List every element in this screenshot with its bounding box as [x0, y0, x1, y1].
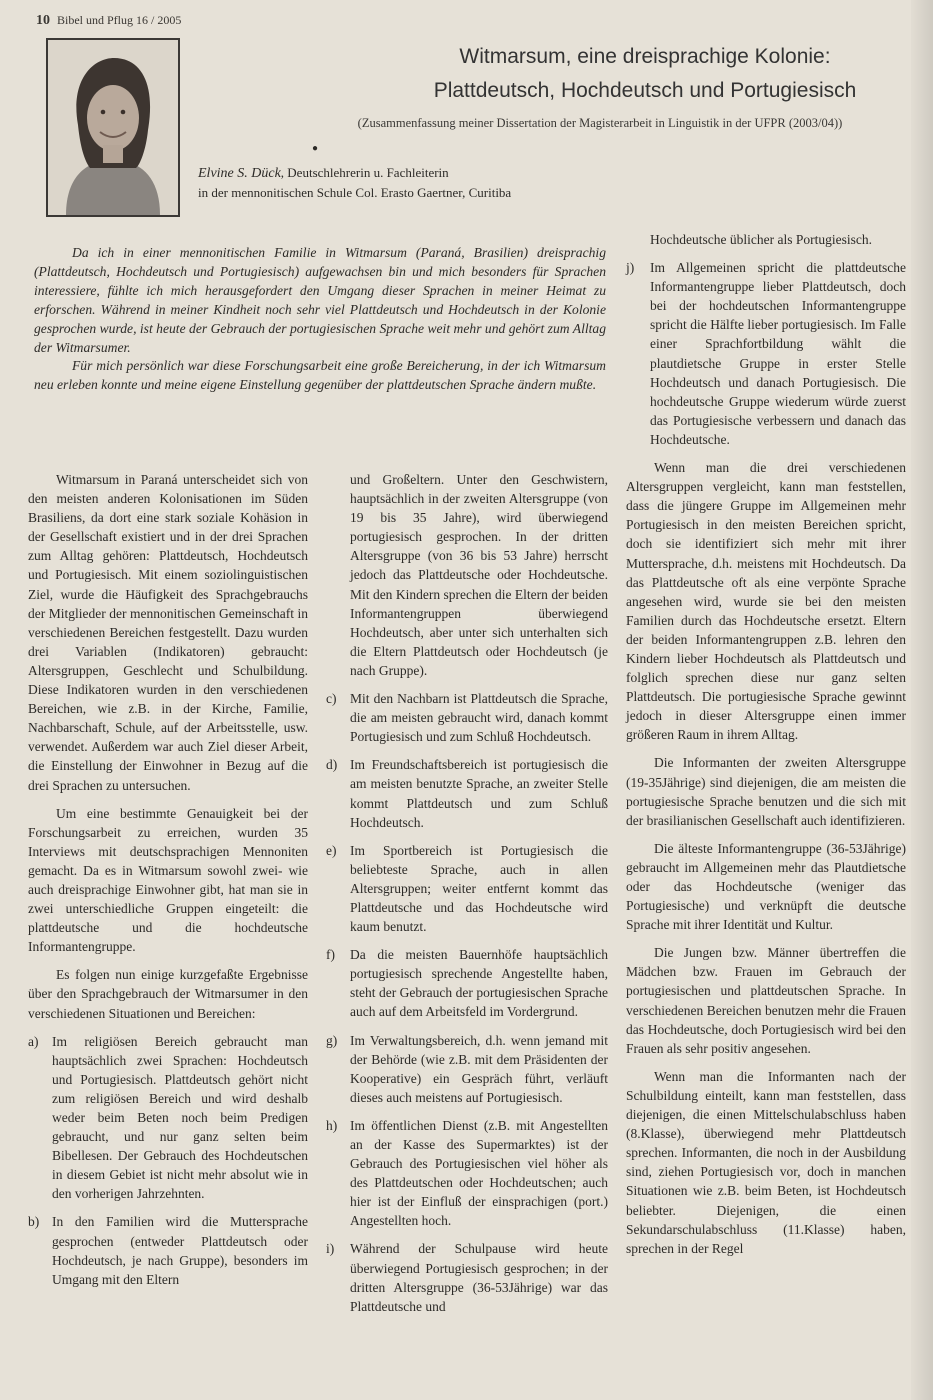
list-label: a) [28, 1033, 39, 1049]
abstract [34, 244, 606, 395]
list-text: Mit den Nachbarn ist Plattdeutsch die Sprache, die am meisten gebraucht wird, danach kommt Portugiesisch und zum Schluß Hochdeutsch. [350, 691, 608, 745]
list-text: Im religiösen Bereich gebraucht man hauptsächlich zwei Sprachen: Hochdeutsch und Portugiesisch. Plattdeutsch gehört nicht zum religiösen Bereich und wird deshalb weder beim Beten noch beim Predigen gebraucht, und nur ganz selten beim Bibellesen. Der Gebrauch des Hochdeutschen in diesem Gebiet ist nicht mehr absolut wie in den vorherigen Jahrzehnten. [52, 1033, 308, 1202]
list-item [326, 945, 608, 1021]
author-block [198, 163, 618, 202]
list-text: Im Verwaltungsbereich, d.h. wenn jemand mit der Behörde (wie z.B. mit dem Präsidenten der Kooperative) ein Gespräch führt, verläuft dieses auch meistens auf Portugiesisch. [350, 1032, 608, 1105]
list-item [326, 1031, 608, 1107]
column-3 [626, 230, 906, 1267]
list-item [28, 1212, 308, 1288]
body-paragraph: Es folgen nun einige kurzgefaßte Ergebnisse über den Sprachgebrauch der Witmarsumer in den verschiedenen Situationen und Bereichen: [28, 967, 308, 1021]
body-paragraph: Witmarsum in Paraná unterscheidet sich von den meisten anderen Kolonisationen im Süden Brasiliens, da dort eine stark soziale Kohäsion in der Gesellschaft existiert und in der drei Sprachen zum Alltag gehören: Plattdeutsch, Hochdeutsch und Portugiesisch. Mit einem soziolinguistischen Ziel, wurde die Häufigkeit des Sprachgebrauchs der Mitglieder der mennonitischen Gemeinschaft in verschiedenen Bereichen festgestellt. Dazu wurden drei Variablen (Indikatoren) gebraucht: Altersgruppen, Geschlecht und Schulbildung. Diese Indikatoren wurden in den verschiedenen Bereichen, wie z.B. in der Kirche, Familie, Nachbarschaft, Schule, auf der Arbeitsstelle, usw. verwendet. Außerdem war auch Ziel dieser Arbeit, die Einstellung der Einwohner in Bezug auf die drei Sprachen zu untersuchen. [28, 472, 308, 793]
list-item [626, 258, 906, 449]
list-item [326, 841, 608, 936]
portrait-image [48, 40, 178, 215]
list-label: i) [326, 1241, 335, 1257]
column-1 [28, 470, 308, 1298]
list-text: Im öffentlichen Dienst (z.B. mit Angestellten an der Kasse des Supermarktes) ist der Gebrauch des Portugiesischen viel höher als des Plattdeutschen oder Hochdeutschen; auch hier ist der Einfluß der einsprachigen (port.) Angestellten hoch. [350, 1117, 608, 1229]
list-text: Im Allgemeinen spricht die plattdeutsche Informantengruppe lieber Plattdeutsch, doch bei der hochdeutschen Informantengruppe spricht die Hälfte lieber portugiesisch. Im Falle einer Sprachfortbildung wählt die plautdietsche Gruppe in erster Stelle Hochdeutsch und danach Portugiesisch. Die hochdeutsche Gruppe wiederum würde zuerst das Portugiesische verbessern und danach das Hochdeutsche. [650, 260, 906, 447]
list-label: j) [626, 260, 635, 276]
list-text: Während der Schulpause wird heute überwiegend Portugiesisch gesprochen; in der dritten Altersgruppe (36-53Jährige) war das Plattdeutsche und [350, 1241, 608, 1314]
list-label: h) [326, 1117, 338, 1133]
journal-name: Bibel und Pflug 16 / 2005 [57, 13, 182, 27]
author-role: , Deutschlehrerin u. Fachleiterin [280, 165, 449, 180]
body-paragraph: Die Jungen bzw. Männer übertreffen die Mädchen bzw. Frauen im Gebrauch der portugiesischen und plattdeutschen Sprache. In verschiedenen Bereichen benutzen mehr die Frauen das Hochdeutsche, doch Portugiesisch wird bei den Frauen als sehr positiv angesehen. [626, 945, 906, 1056]
body-paragraph: Wenn man die drei verschiedenen Altersgruppen vergleicht, kann man feststellen, dass die jüngere Gruppe im Allgemeinen mehr Portugiesisch in den meisten Bereichen spricht, doch sie identifiziert sich mehr mit ihrer Muttersprache, d.h. meistens mit Hochdeutsch. Da das Plattdeutsche oft als eine verpönte Sprache angesehen wird, wurde sie bei den meisten Familien durch das Hochdeutsche ersetzt. Eltern der beiden Informantengruppen z.B. lehren den Kindern lieber Hochdeutsch als Plattdeutsch und folglich sprechen diese nur ganz selten Plattdeutsch. Die portugiesische Sprache gewinnt jedoch in dieser Altersgruppe einen immer größeren Raum in ihrem Alltag. [626, 460, 906, 743]
title-line-2: Plattdeutsch, Hochdeutsch und Portugiesisch [433, 79, 857, 102]
list-item [326, 755, 608, 831]
author-name: Elvine S. Dück [198, 166, 281, 181]
list-item [326, 689, 608, 746]
list-label: d) [326, 757, 338, 773]
column-2 [326, 470, 608, 1325]
body-paragraph: Die Informanten der zweiten Altersgruppe (19-35Jährige) sind diejenigen, die am meisten die portugiesische Sprache benutzen und die sich mit der brasilianischen Gesellschaft auch identifizieren. [626, 755, 906, 828]
list-label: g) [326, 1032, 338, 1048]
list-text: In den Familien wird die Muttersprache gesprochen (entweder Plattdeutsch oder Hochdeutsch, je nach Gruppe), besonders im Umgang mit den Eltern [52, 1214, 308, 1287]
abstract-paragraph: Für mich persönlich war diese Forschungsarbeit eine große Bereicherung, in der ich Witmarsum neu erleben konnte und meine eigene Einstellung gegenüber der plattdeutschen Sprache ändern mußte. [34, 358, 606, 393]
author-photo [46, 38, 180, 217]
list-label: c) [326, 691, 337, 707]
list-item [326, 1116, 608, 1231]
body-paragraph: Wenn man die Informanten nach der Schulbildung einteilt, kann man feststellen, dass diejenigen, die einen Mittelschulabschluss haben (8.Klasse), überwiegend mehr Plattdeutsch sprechen. Informanten, die noch in der Ausbildung sind, ziehen Portugiesisch vor, doch in manchen Situationen wie z.B. beim Beten, ist Hochdeutsch beliebter. Diejenigen, die einen Sekundarschulabschluss (11.Klasse) haben, sprechen in der Regel [626, 1068, 906, 1256]
page-number: 10 [36, 13, 50, 28]
list-item [28, 1032, 308, 1204]
continued-paragraph: Hochdeutsche üblicher als Portugiesisch. [650, 232, 872, 247]
running-header [36, 13, 181, 29]
article-title [400, 40, 890, 108]
article-subtitle: (Zusammenfassung meiner Dissertation der Magisterarbeit in Linguistik in der UFPR (2003/04)) [357, 116, 843, 130]
abstract-paragraph: Da ich in einer mennonitischen Familie in Witmarsum (Paraná, Brasilien) dreisprachig (Plattdeutsch, Hochdeutsch und Portugiesisch) aufgewachsen bin und mich besonders für Sprachen interessiere, fühlte ich mich herausgefordert den Umgang dieser Sprachen in meiner Heimat zu erforschen. Während in meiner Kindheit noch sehr viel Plattdeutsch und Hochdeutsch in der Kolonie gesprochen wurde, ist heute der Gebrauch der portugiesischen Sprache weit mehr und gehört zum Alltag der Witmarsumer. [34, 245, 606, 355]
bullet-dot: ● [312, 143, 319, 154]
list-text: Da die meisten Bauernhöfe hauptsächlich portugiesisch sprechende Angestellte haben, steht der Gebrauch der portugiesischen Sprache auch auf dem Arbeitsfeld im Vordergrund. [350, 947, 608, 1020]
list-item [326, 1239, 608, 1315]
list-text: Im Sportbereich ist Portugiesisch die beliebteste Sprache, auch in allen Altersgruppen; weiter entfernt kommt das Plattdeutsche und das Hochdeutsche wird kaum benutzt. [350, 842, 608, 935]
list-label: f) [326, 947, 335, 963]
body-paragraph: Um eine bestimmte Genauigkeit bei der Forschungsarbeit zu erreichen, wurden 35 Interviews mit deutschsprachigen Mennoniten gemacht. Da es in Witmarsum sowohl zwei- wie auch dreisprachige Einwohner gibt, hat man sie in zwei unterschiedliche Gruppen eingeteilt: die plattdeutsche und die hochdeutsche Informantengruppe. [28, 805, 308, 955]
continued-paragraph: und Großeltern. Unter den Geschwistern, hauptsächlich in der zweiten Altersgruppe (von 19 bis 35 Jahre), wird überwiegend portugiesisch gesprochen. In der dritten Altersgruppe (von 36 bis 53 Jahre) herrscht jedoch das Plattdeutsche oder Hochdeutsche. Mit den Kindern sprechen die Eltern der beiden Informantengruppen überwiegend Hochdeutsch, aber unter sich unterhalten sich die Eltern Plattdeutsch oder Hochdeutsch (je nach Gruppe). [350, 472, 608, 678]
body-paragraph: Die älteste Informantengruppe (36-53Jährige) gebraucht im Allgemeinen mehr das Plautdietsche oder das Hochdeutsche (weniger das Portugiesische) und verknüpft die deutsche Sprache mit ihrer Identität und Kultur. [626, 840, 906, 933]
list-label: e) [326, 842, 337, 858]
title-line-1: Witmarsum, eine dreisprachige Kolonie: [459, 45, 831, 68]
list-label: b) [28, 1214, 40, 1230]
author-affiliation: in der mennonitischen Schule Col. Erasto Gaertner, Curitiba [198, 185, 512, 200]
list-text: Im Freundschaftsbereich ist portugiesisch die am meisten benutzte Sprache, an zweiter Stelle kommt Plattdeutsch und zum Schluß Hochdeutsch. [350, 757, 608, 830]
page-edge-shadow [911, 0, 933, 1400]
